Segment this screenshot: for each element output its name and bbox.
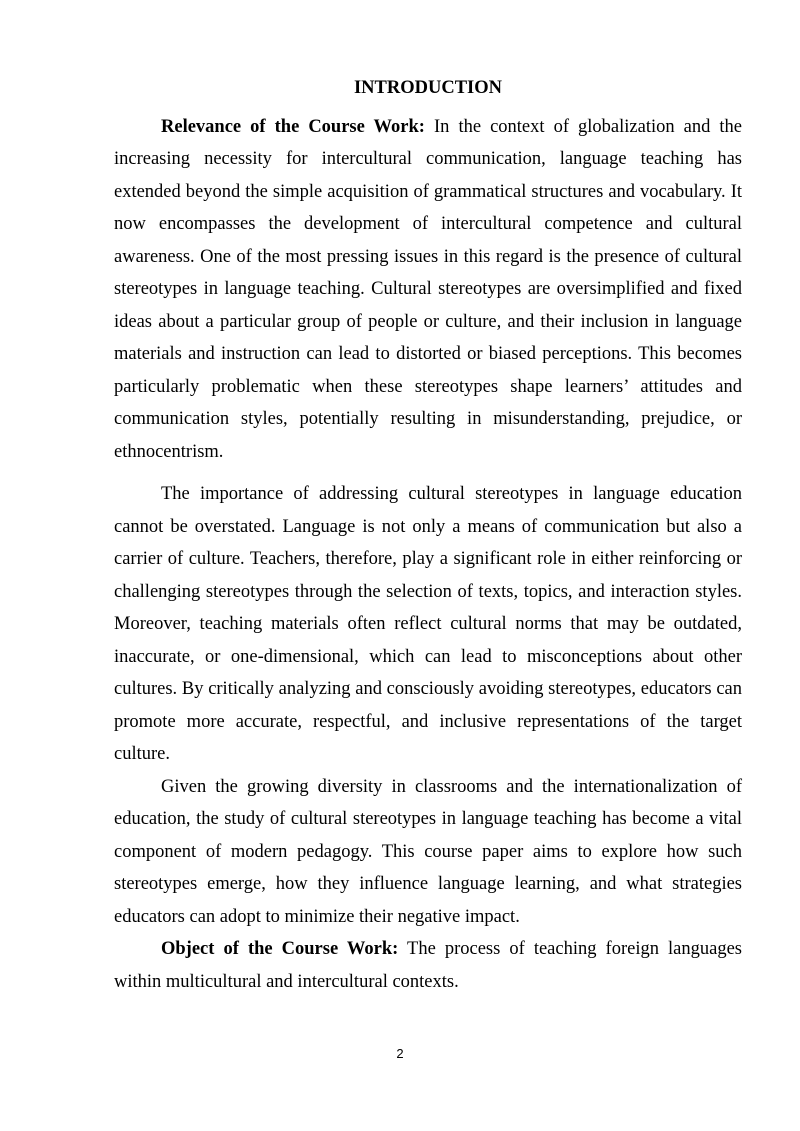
- paragraph-lead: Object of the Course Work:: [161, 939, 399, 959]
- paragraph-text: Given the growing diversity in classrooms and the internationalization of education, the study of cultural stereotypes in language teaching has become a vital component of modern pedagogy. This course paper aims to explore how such stereotypes emerge, how they influence language learning, and what strategies educators can adopt to minimize their negative impact.: [114, 776, 742, 927]
- diversity-paragraph: [114, 771, 742, 934]
- paragraph-text: The importance of addressing cultural stereotypes in language education cannot be overstated. Language is not only a means of communication but also a carrier of culture. Teachers, therefore, play a significant role in either reinforcing or challenging stereotypes through the selection of texts, topics, and interaction styles. Moreover, teaching materials often reflect cultural norms that may be outdated, inaccurate, or one-dimensional, which can lead to misconceptions about other cultures. By critically analyzing and consciously avoiding stereotypes, educators can promote more accurate, respectful, and inclusive representations of the target culture.: [114, 484, 742, 764]
- paragraph-text: In the context of globalization and the increasing necessity for intercultural communication, language teaching has extended beyond the simple acquisition of grammatical structures and vocabulary. It now encompasses the development of intercultural competence and cultural awareness. One of the most pressing issues in this regard is the presence of cultural stereotypes in language teaching. Cultural stereotypes are oversimplified and fixed ideas about a particular group of people or culture, and their inclusion in language materials and instruction can lead to distorted or biased perceptions. This becomes particularly problematic when these stereotypes shape learners’ attitudes and communication styles, potentially resulting in misunderstanding, prejudice, or ethnocentrism.: [114, 116, 743, 462]
- object-paragraph: [114, 933, 742, 998]
- section-heading: INTRODUCTION: [353, 78, 503, 98]
- paragraph-text: The process of teaching foreign languages within multicultural and intercultural contexts.: [114, 939, 742, 992]
- page-number: 2: [396, 1046, 404, 1061]
- relevance-paragraph: [114, 111, 742, 469]
- paragraph-lead: Relevance of the Course Work:: [161, 116, 425, 137]
- document-page: [114, 72, 742, 998]
- importance-paragraph: [114, 478, 742, 771]
